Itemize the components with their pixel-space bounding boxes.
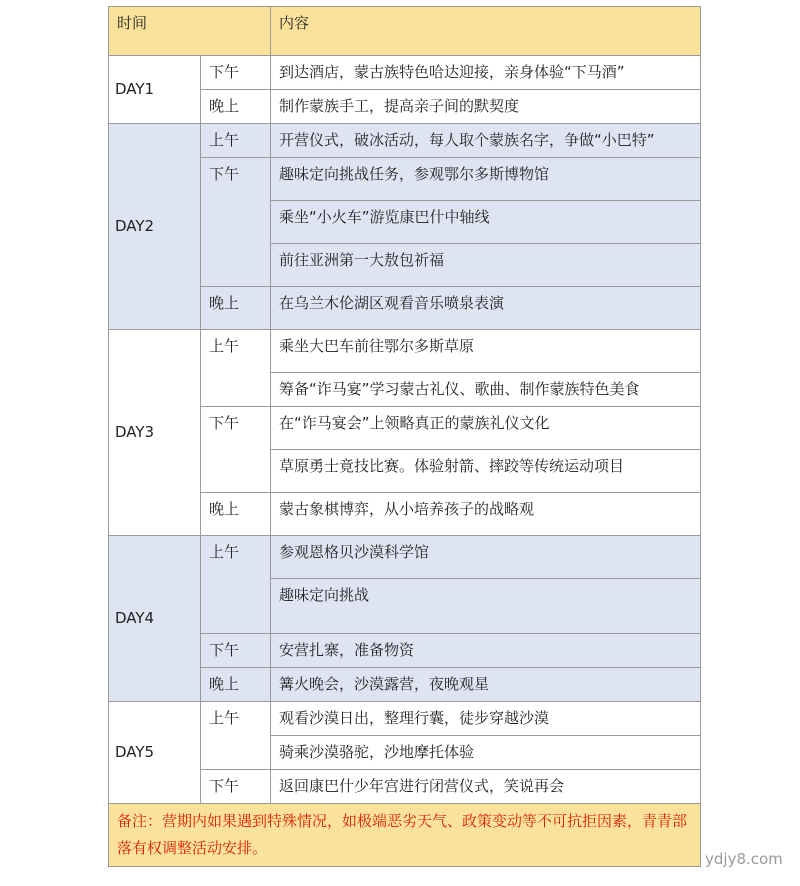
table-row	[109, 702, 701, 736]
activity-cell: 返回康巴什少年宫进行闭营仪式，笑说再会	[271, 770, 701, 804]
activity-cell: 前往亚洲第一大敖包祈福	[271, 244, 701, 287]
period-label: 下午	[201, 770, 271, 804]
period-label: 下午	[201, 634, 271, 668]
day-label: DAY2	[109, 124, 201, 330]
activity-cell: 在乌兰木伦湖区观看音乐喷泉表演	[271, 287, 701, 330]
day-label: DAY4	[109, 536, 201, 702]
day-label: DAY5	[109, 702, 201, 804]
table-header-row	[109, 7, 701, 56]
table-row	[109, 330, 701, 373]
table-row	[109, 536, 701, 579]
activity-cell: 观看沙漠日出，整理行囊，徒步穿越沙漠	[271, 702, 701, 736]
activity-cell: 开营仪式，破冰活动，每人取个蒙族名字，争做“小巴特”	[271, 124, 701, 158]
table-row	[109, 124, 701, 158]
watermark: ydjy8.com	[705, 850, 783, 868]
note-text: 备注：营期内如果遇到特殊情况，如极端恶劣天气、政策变动等不可抗拒因素，青青部落有权调整活动安排。	[109, 804, 701, 867]
period-label: 晚上	[201, 493, 271, 536]
activity-cell: 到达酒店，蒙古族特色哈达迎接，亲身体验“下马酒”	[271, 56, 701, 90]
activity-cell: 制作蒙族手工，提高亲子间的默契度	[271, 90, 701, 124]
period-label: 下午	[201, 407, 271, 493]
note-row	[109, 804, 701, 867]
period-label: 下午	[201, 56, 271, 90]
schedule-table	[108, 6, 701, 867]
activity-cell: 参观恩格贝沙漠科学馆	[271, 536, 701, 579]
period-label: 上午	[201, 536, 271, 634]
day-label: DAY1	[109, 56, 201, 124]
day-label: DAY3	[109, 330, 201, 536]
activity-cell: 蒙古象棋博弈，从小培养孩子的战略观	[271, 493, 701, 536]
activity-cell: 乘坐大巴车前往鄂尔多斯草原	[271, 330, 701, 373]
activity-cell: 篝火晚会，沙漠露营，夜晚观星	[271, 668, 701, 702]
activity-cell: 草原勇士竟技比赛。体验射箭、摔跤等传统运动项目	[271, 450, 701, 493]
period-label: 下午	[201, 158, 271, 287]
period-label: 晚上	[201, 90, 271, 124]
activity-cell: 筹备“诈马宴”学习蒙古礼仪、歌曲、制作蒙族特色美食	[271, 373, 701, 407]
period-label: 上午	[201, 124, 271, 158]
activity-cell: 骑乘沙漠骆驼，沙地摩托体验	[271, 736, 701, 770]
activity-cell: 趣味定向挑战任务，参观鄂尔多斯博物馆	[271, 158, 701, 201]
period-label: 上午	[201, 702, 271, 770]
activity-cell: 安营扎寨，准备物资	[271, 634, 701, 668]
period-label: 晚上	[201, 668, 271, 702]
activity-cell: 趣味定向挑战	[271, 579, 701, 634]
table-row	[109, 56, 701, 90]
activity-cell: 在“诈马宴会”上领略真正的蒙族礼仪文化	[271, 407, 701, 450]
header-content: 内容	[271, 7, 701, 56]
header-time: 时间	[109, 7, 271, 56]
period-label: 晚上	[201, 287, 271, 330]
period-label: 上午	[201, 330, 271, 407]
activity-cell: 乘坐“小火车”游览康巴什中轴线	[271, 201, 701, 244]
